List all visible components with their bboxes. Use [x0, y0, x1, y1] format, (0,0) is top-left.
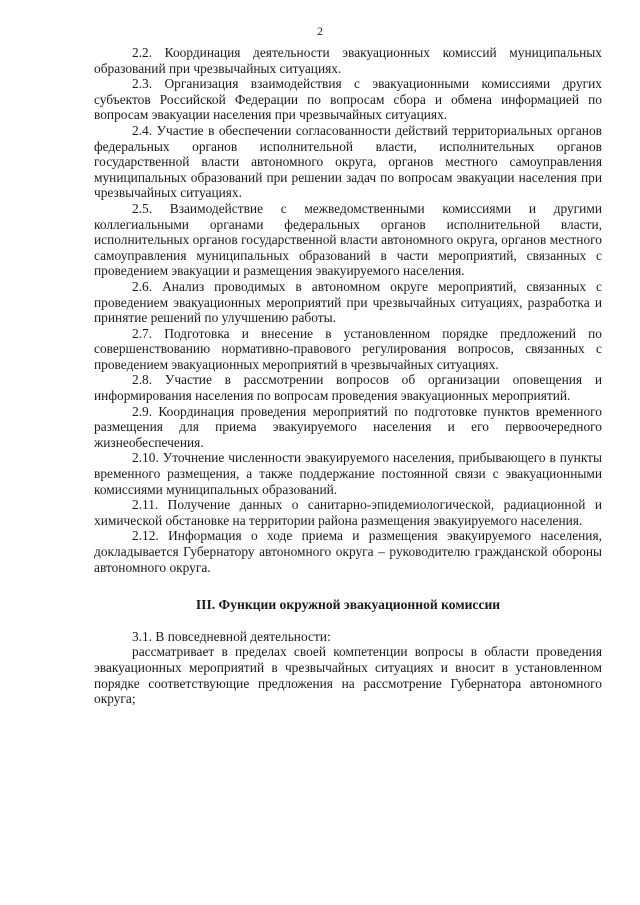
paragraph-2-3: 2.3. Организация взаимодействия с эвакуационными комиссиями других субъектов Российской Федерации по вопросам сбора и обмена информацией по вопросам эвакуации населения при чрезвычайных ситуациях. [94, 76, 602, 123]
paragraph-2-8: 2.8. Участие в рассмотрении вопросов об организации оповещения и информирования населения по вопросам проведения эвакуационных мероприятий. [94, 372, 602, 404]
paragraph-2-6: 2.6. Анализ проводимых в автономном округе мероприятий, связанных с проведением эвакуационных мероприятий при чрезвычайных ситуациях, разработка и принятие решений по улучшению работы. [94, 278, 602, 326]
paragraph-3-1-item: рассматривает в пределах своей компетенции вопросы в области проведения эвакуационных мероприятий в чрезвычайных ситуациях и вносит в установленном порядке соответствующие предложения на рассмотрение Губернатора автономного округа; [94, 644, 602, 707]
paragraph-2-10: 2.10. Уточнение численности эвакуируемого населения, прибывающего в пункты временного размещения, а также поддержание постоянной связи с эвакуационными комиссиями муниципальных образований. [94, 450, 602, 497]
paragraph-2-7: 2.7. Подготовка и внесение в установленном порядке предложений по совершенствованию нормативно-правового регулирования вопросов, связанных с проведением эвакуационных мероприятий в чрезвычайных ситуациях. [94, 325, 602, 372]
paragraph-2-9: 2.9. Координация проведения мероприятий по подготовке пунктов временного размещения для приема эвакуируемого населения и его первоочередного жизнеобеспечения. [94, 403, 602, 450]
page-number: 2 [317, 24, 323, 38]
paragraph-2-11: 2.11. Получение данных о санитарно-эпидемиологической, радиационной и химической обстановке на территории района размещения эвакуируемого населения. [94, 497, 602, 528]
paragraph-2-5: 2.5. Взаимодействие с межведомственными комиссиями и другими коллегиальными органами федеральных органов исполнительной власти, исполнительных органов государственной власти автономного округа, органов местного самоуправления муниципальных образований в части мероприятий, связанных с проведением эвакуации и размещения эвакуируемого населения. [94, 200, 602, 279]
paragraph-3-1: 3.1. В повседневной деятельности: [132, 628, 331, 644]
paragraph-2-2: 2.2. Координация деятельности эвакуационных комиссий муниципальных образований при чрезвычайных ситуациях. [94, 45, 602, 76]
document-body [94, 45, 602, 707]
paragraph-2-4: 2.4. Участие в обеспечении согласованности действий территориальных органов федеральных органов исполнительной власти, исполнительных органов государственной власти автономного округа, органов местного самоуправления муниципальных образований при решении задач по вопросам эвакуации населения при чрезвычайных ситуациях. [94, 122, 602, 201]
paragraph-2-12: 2.12. Информация о ходе приема и размещения эвакуируемого населения, докладывается Губернатору автономного округа – руководителю гражданской обороны автономного округа. [94, 528, 602, 575]
section-3-heading: III. Функции окружной эвакуационной комиссии [195, 597, 501, 613]
